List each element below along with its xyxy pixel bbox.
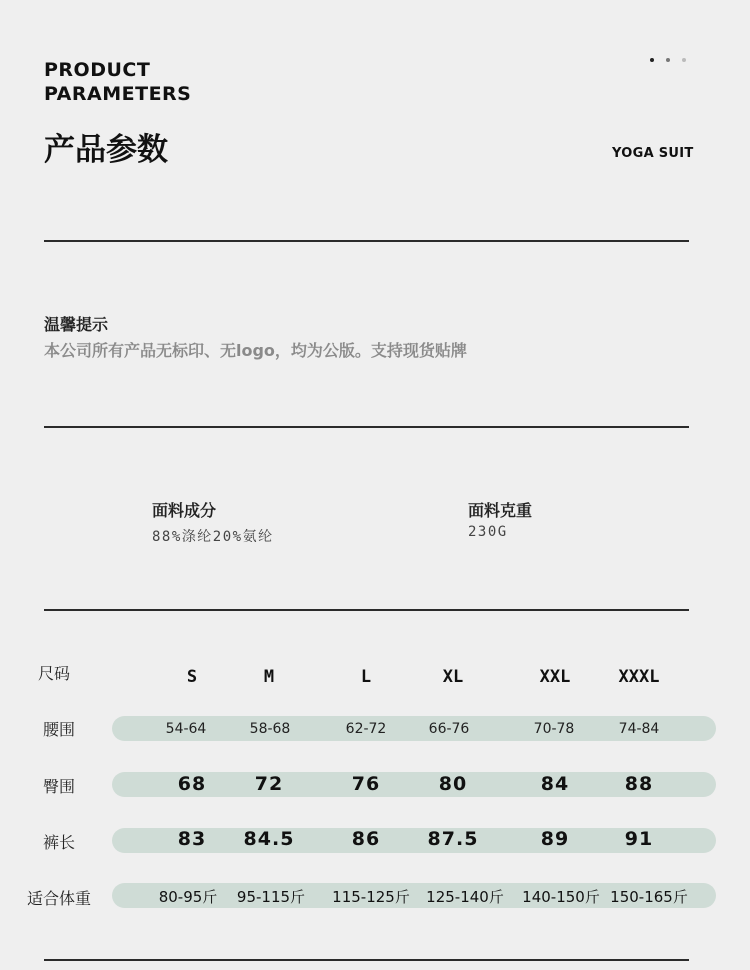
row-label-hip: 臀围 <box>42 777 75 796</box>
row-label-pants-length: 裤长 <box>42 833 75 852</box>
product-tag: YOGA SUIT <box>612 146 694 161</box>
page-title: 产品参数 <box>44 132 168 168</box>
table-cell: 83 <box>177 828 207 850</box>
table-cell: 62-72 <box>345 721 387 737</box>
size-header-cell: XXL <box>539 667 571 687</box>
table-cell: 125-140斤 <box>426 888 504 906</box>
notice-text: 本公司所有产品无标印、无logo，均为公版。支持现货贴牌 <box>44 341 467 360</box>
row-label-waist: 腰围 <box>42 720 75 739</box>
table-cell: 89 <box>540 828 570 850</box>
size-header-cell: S <box>186 667 198 687</box>
table-cell: 87.5 <box>427 828 479 850</box>
table-cell: 54-64 <box>165 721 207 737</box>
heading-english-line1: PRODUCT <box>44 59 151 81</box>
table-cell: 58-68 <box>249 721 291 737</box>
table-cell: 74-84 <box>618 721 660 737</box>
table-cell: 76 <box>351 773 381 795</box>
divider <box>44 959 689 961</box>
size-header-label: 尺码 <box>38 664 71 683</box>
size-header-cell: XL <box>442 667 464 687</box>
size-header-cell: L <box>360 667 372 687</box>
dot-icon <box>666 58 670 62</box>
size-header-cell: XXXL <box>618 667 660 687</box>
dot-icon <box>682 58 686 62</box>
table-cell: 66-76 <box>428 721 470 737</box>
table-cell: 80 <box>438 773 468 795</box>
size-header-cell: M <box>263 667 275 687</box>
fabric-weight-label: 面料克重 <box>468 501 533 520</box>
fabric-composition-label: 面料成分 <box>152 501 217 520</box>
dot-icon <box>650 58 654 62</box>
row-label-weight: 适合体重 <box>26 889 91 908</box>
table-cell: 115-125斤 <box>332 888 410 906</box>
table-cell: 95-115斤 <box>236 888 306 906</box>
table-cell: 86 <box>351 828 381 850</box>
divider <box>44 426 689 428</box>
table-cell: 84.5 <box>243 828 295 850</box>
table-cell: 91 <box>624 828 654 850</box>
table-cell: 140-150斤 <box>522 888 600 906</box>
fabric-weight-value: 230G <box>468 524 508 540</box>
divider <box>44 609 689 611</box>
heading-english-line2: PARAMETERS <box>44 83 192 105</box>
heading-english <box>44 58 191 106</box>
notice-title: 温馨提示 <box>44 315 109 334</box>
table-cell: 150-165斤 <box>610 888 688 906</box>
table-cell: 84 <box>540 773 570 795</box>
divider <box>44 240 689 242</box>
decorative-dots <box>650 58 686 62</box>
table-cell: 68 <box>177 773 207 795</box>
table-cell: 80-95斤 <box>158 888 218 906</box>
table-cell: 70-78 <box>533 721 575 737</box>
fabric-composition-value: 88%涤纶20%氨纶 <box>152 529 274 545</box>
table-cell: 88 <box>624 773 654 795</box>
table-cell: 72 <box>254 773 284 795</box>
